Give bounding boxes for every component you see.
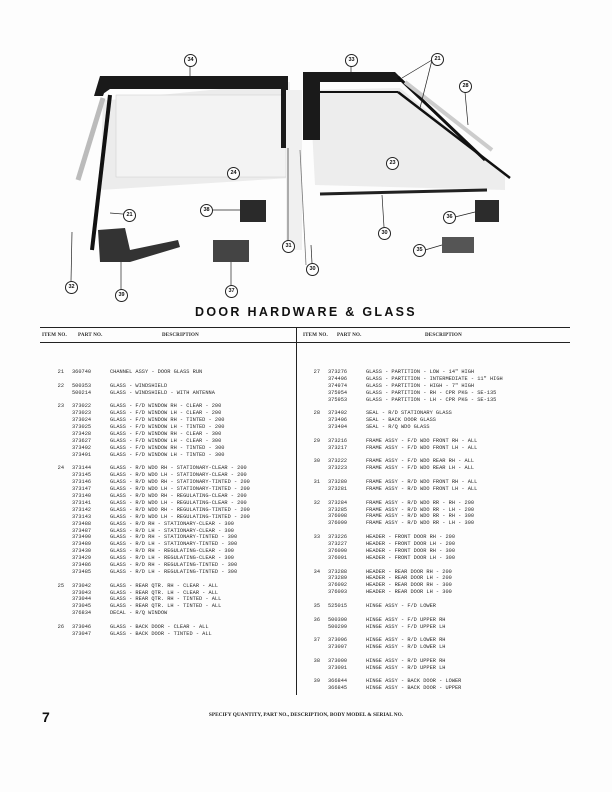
part-description: HINGE ASSY - F/D UPPER LH xyxy=(366,623,446,630)
callout-34: 34 xyxy=(184,54,197,67)
part-description: GLASS - R/D RH - STATIONARY-CLEAR - 300 xyxy=(110,520,234,527)
part-description: GLASS - WINDSHIELD xyxy=(110,382,168,389)
part-number: 373428 xyxy=(72,430,92,437)
part-row xyxy=(44,534,250,541)
callout-21: 21 xyxy=(123,209,136,222)
item-group-26 xyxy=(44,624,250,638)
part-row xyxy=(300,575,503,582)
column-divider xyxy=(296,327,297,695)
part-number: 373142 xyxy=(72,506,92,513)
part-number: 373000 xyxy=(328,657,348,664)
callout-21: 21 xyxy=(431,53,444,66)
item-group-23 xyxy=(44,403,250,458)
left-part-no-header: PART NO. xyxy=(78,333,103,338)
right-part-no-header: PART NO. xyxy=(337,333,362,338)
item-number: 36 xyxy=(313,616,320,623)
part-row xyxy=(44,383,250,390)
part-row xyxy=(300,658,503,665)
part-description: GLASS - F/D WINDOW RH - TINTED - 300 xyxy=(110,444,225,451)
part-description: GLASS - F/D WINDOW LH - TINTED - 200 xyxy=(110,424,225,431)
callout-31: 31 xyxy=(282,240,295,253)
part-number: 376090 xyxy=(328,547,348,554)
item-group-21 xyxy=(44,369,250,376)
part-row xyxy=(300,637,503,644)
part-number: 376834 xyxy=(72,610,92,617)
part-description: SEAL - BACK DOOR GLASS xyxy=(366,417,436,424)
part-description: GLASS - BACK DOOR - TINTED - ALL xyxy=(110,630,212,637)
part-number: 373492 xyxy=(72,444,92,451)
callout-30: 30 xyxy=(378,227,391,240)
item-group-28 xyxy=(300,410,503,431)
part-description: GLASS - R/D LH - STATIONARY-TINTED - 300 xyxy=(110,541,238,548)
callout-36: 36 xyxy=(443,211,456,224)
part-description: GLASS - PARTITION - LOW - 14" HIGH xyxy=(366,369,475,375)
part-row xyxy=(300,397,503,404)
callout-23: 23 xyxy=(386,157,399,170)
part-row xyxy=(44,452,250,459)
item-group-32 xyxy=(300,500,503,528)
item-number: 34 xyxy=(313,568,320,575)
part-number: 500214 xyxy=(72,389,92,396)
item-number: 27 xyxy=(313,369,320,375)
callout-37: 37 xyxy=(225,285,238,298)
part-description: GLASS - R/D LH - REGULATING-CLEAR - 300 xyxy=(110,555,234,562)
part-number: 373141 xyxy=(72,499,92,506)
part-description: FRAME ASSY - F/D WDO REAR LH - ALL xyxy=(366,465,475,472)
part-row xyxy=(300,555,503,562)
part-row xyxy=(300,500,503,507)
right-description-header: DESCRIPTION xyxy=(425,333,462,338)
part-description: FRAME ASSY - R/D WDO RR - LH - 300 xyxy=(366,520,475,527)
item-group-24 xyxy=(44,465,250,576)
header-rule-bottom xyxy=(40,342,570,343)
part-row xyxy=(44,569,250,576)
left-description-header: DESCRIPTION xyxy=(162,333,199,338)
part-number: 366844 xyxy=(328,678,348,685)
part-number: 373281 xyxy=(328,485,348,492)
part-row xyxy=(300,678,503,685)
part-row xyxy=(300,445,503,452)
part-row xyxy=(300,685,503,692)
part-number: 373140 xyxy=(72,492,92,499)
item-number: 35 xyxy=(313,602,320,609)
part-description: GLASS - R/D WDO LH - REGULATING-TINTED - 200 xyxy=(110,513,250,520)
part-number: 375954 xyxy=(328,389,348,396)
part-number: 500299 xyxy=(328,623,348,630)
part-description: GLASS - R/D WDO LH - STATIONARY-TINTED - 200 xyxy=(110,486,250,493)
part-description: HEADER - FRONT DOOR RH - 300 xyxy=(366,547,456,554)
part-number: 373217 xyxy=(328,444,348,451)
part-description: SEAL - R/D STATIONARY GLASS xyxy=(366,410,452,417)
part-row xyxy=(44,521,250,528)
part-description: HINGE ASSY - BACK DOOR - UPPER xyxy=(366,685,462,692)
part-row xyxy=(44,438,250,445)
part-description: SEAL - R/Q WDO GLASS xyxy=(366,424,430,431)
part-number: 373042 xyxy=(72,582,92,589)
item-group-25 xyxy=(44,583,250,618)
part-row xyxy=(300,582,503,589)
part-row xyxy=(300,624,503,631)
part-number: 373001 xyxy=(328,664,348,671)
part-number: 373284 xyxy=(328,499,348,506)
part-number: 373486 xyxy=(72,562,92,569)
part-number: 373402 xyxy=(328,410,348,417)
item-group-39 xyxy=(300,678,503,692)
part-description: GLASS - WINDSHIELD - WITH ANTENNA xyxy=(110,389,215,396)
part-number: 373280 xyxy=(328,479,348,486)
part-description: HEADER - REAR DOOR LH - 300 xyxy=(366,589,452,596)
part-row xyxy=(44,610,250,617)
part-number: 373490 xyxy=(72,534,92,541)
callout-35: 35 xyxy=(413,244,426,257)
part-row xyxy=(300,644,503,651)
item-number: 26 xyxy=(57,623,64,630)
part-row xyxy=(300,603,503,610)
part-description: HEADER - REAR DOOR RH - 300 xyxy=(366,582,452,589)
part-description: GLASS - R/D LH - REGULATING-TINTED - 300 xyxy=(110,568,238,575)
part-description: HINGE ASSY - R/D LOWER LH xyxy=(366,644,446,651)
right-parts-list xyxy=(300,369,503,699)
left-parts-list xyxy=(44,369,250,645)
part-description: FRAME ASSY - F/D WDO REAR RH - ALL xyxy=(366,458,475,465)
part-description: GLASS - REAR QTR. RH - TINTED - ALL xyxy=(110,596,222,603)
part-description: GLASS - R/D WDO LH - REGULATING-CLEAR - 200 xyxy=(110,499,247,506)
item-group-37 xyxy=(300,637,503,651)
part-description: HINGE ASSY - BACK DOOR - LOWER xyxy=(366,678,462,685)
part-row xyxy=(44,583,250,590)
part-description: GLASS - REAR QTR. LH - TINTED - ALL xyxy=(110,603,222,610)
part-description: HINGE ASSY - F/D LOWER xyxy=(366,602,436,609)
part-number: 373488 xyxy=(72,520,92,527)
part-row xyxy=(300,479,503,486)
part-description: GLASS - F/D WINDOW LH - TINTED - 300 xyxy=(110,451,225,458)
part-number: 373147 xyxy=(72,486,92,493)
part-row xyxy=(44,465,250,472)
part-description: GLASS - R/D WDO RH - REGULATING-TINTED - 200 xyxy=(110,506,250,513)
item-number: 23 xyxy=(57,403,64,410)
part-number: 375953 xyxy=(328,396,348,403)
right-item-no-header: ITEM NO. xyxy=(303,333,328,338)
part-number: 373430 xyxy=(72,548,92,555)
part-row xyxy=(44,369,250,376)
part-description: HEADER - FRONT DOOR LH - 200 xyxy=(366,541,456,547)
part-description: FRAME ASSY - F/D WDO FRONT RH - ALL xyxy=(366,437,478,444)
part-description: GLASS - F/D WINDOW RH - TINTED - 200 xyxy=(110,417,225,424)
part-description: HINGE ASSY - R/D LOWER RH xyxy=(366,637,446,644)
part-number: 373047 xyxy=(72,630,92,637)
item-group-31 xyxy=(300,479,503,493)
exploded-parts-diagram xyxy=(0,0,612,300)
part-description: HINGE ASSY - F/D UPPER RH xyxy=(366,616,446,623)
part-row xyxy=(44,486,250,493)
item-group-38 xyxy=(300,658,503,672)
part-row xyxy=(300,390,503,397)
callout-39: 39 xyxy=(115,289,128,302)
left-item-no-header: ITEM NO. xyxy=(42,333,67,338)
part-number: 373144 xyxy=(72,465,92,472)
part-row xyxy=(44,514,250,521)
part-number: 360740 xyxy=(72,369,92,375)
part-description: GLASS - F/D WINDOW LH - CLEAR - 300 xyxy=(110,437,222,444)
page-title: DOOR HARDWARE & GLASS xyxy=(195,305,417,319)
part-number: 373007 xyxy=(328,644,348,651)
header-rule-top xyxy=(40,327,570,328)
part-row xyxy=(44,431,250,438)
part-description: FRAME ASSY - R/D WDO FRONT RH - ALL xyxy=(366,479,478,486)
callout-30: 30 xyxy=(306,263,319,276)
part-description: FRAME ASSY - R/D WDO RR - RH - 200 xyxy=(366,499,475,506)
part-number: 373404 xyxy=(328,424,348,431)
part-number: 500300 xyxy=(328,616,348,623)
item-number: 32 xyxy=(313,499,320,506)
callout-24: 24 xyxy=(227,167,240,180)
part-description: GLASS - PARTITION - HIGH - 7" HIGH xyxy=(366,382,475,389)
page-number: 7 xyxy=(42,709,50,725)
part-number: 374496 xyxy=(328,375,348,382)
part-number: 373491 xyxy=(72,451,92,458)
item-number: 31 xyxy=(313,479,320,486)
part-number: 500353 xyxy=(72,382,92,389)
part-number: 373489 xyxy=(72,541,92,548)
part-row xyxy=(44,596,250,603)
part-description: GLASS - R/D LH - STATIONARY-CLEAR - 300 xyxy=(110,527,234,534)
part-row xyxy=(44,555,250,562)
part-description: HEADER - REAR DOOR LH - 200 xyxy=(366,575,452,582)
part-number: 373226 xyxy=(328,534,348,541)
item-number: 29 xyxy=(313,437,320,444)
part-row xyxy=(300,665,503,672)
part-number: 373216 xyxy=(328,437,348,444)
part-description: GLASS - PARTITION - LH - CPR PKG - SE-135 xyxy=(366,396,497,403)
item-group-30 xyxy=(300,458,503,472)
part-description: GLASS - PARTITION - RH - CPR PKG - SE-135 xyxy=(366,389,497,396)
callout-33: 33 xyxy=(345,54,358,67)
part-row xyxy=(300,548,503,555)
part-number: 376098 xyxy=(328,513,348,520)
part-row xyxy=(300,486,503,493)
item-number: 33 xyxy=(313,534,320,541)
part-row xyxy=(300,617,503,624)
part-description: GLASS - BACK DOOR - CLEAR - ALL xyxy=(110,623,209,630)
item-group-35 xyxy=(300,603,503,610)
part-number: 373285 xyxy=(328,506,348,513)
part-row xyxy=(300,410,503,417)
part-number: 376093 xyxy=(328,589,348,596)
part-row xyxy=(44,631,250,638)
part-row xyxy=(44,562,250,569)
part-row xyxy=(44,390,250,397)
part-number: 373223 xyxy=(328,465,348,472)
part-description: GLASS - R/D WDO RH - REGULATING-CLEAR - 200 xyxy=(110,492,247,499)
footer-instruction: SPECIFY QUANTITY, PART NO., DESCRIPTION, BODY MODEL & SERIAL NO. xyxy=(208,712,404,718)
part-row xyxy=(44,590,250,597)
part-description: DECAL - R/Q WINDOW xyxy=(110,610,168,617)
part-number: 373143 xyxy=(72,513,92,520)
part-number: 373025 xyxy=(72,424,92,431)
item-group-34 xyxy=(300,569,503,597)
part-description: FRAME ASSY - R/D WDO RR - LH - 200 xyxy=(366,506,475,513)
part-row xyxy=(44,541,250,548)
part-row xyxy=(44,403,250,410)
part-number: 373024 xyxy=(72,417,92,424)
part-number: 373146 xyxy=(72,479,92,486)
part-description: FRAME ASSY - F/D WDO FRONT LH - ALL xyxy=(366,444,478,451)
part-row xyxy=(44,528,250,535)
item-group-29 xyxy=(300,438,503,452)
part-row xyxy=(44,624,250,631)
part-description: GLASS - R/D RH - REGULATING-CLEAR - 300 xyxy=(110,548,234,555)
item-number: 38 xyxy=(313,657,320,664)
part-row xyxy=(300,383,503,390)
item-group-22 xyxy=(44,383,250,397)
part-row xyxy=(44,424,250,431)
callout-32: 32 xyxy=(65,281,78,294)
item-number: 21 xyxy=(57,369,64,375)
part-number: 374974 xyxy=(328,382,348,389)
part-number: 373222 xyxy=(328,458,348,465)
item-group-36 xyxy=(300,617,503,631)
part-number: 373627 xyxy=(72,437,92,444)
part-description: HINGE ASSY - R/D UPPER RH xyxy=(366,657,446,664)
part-number: 373276 xyxy=(328,369,348,375)
item-number: 25 xyxy=(57,582,64,589)
part-row xyxy=(44,500,250,507)
part-row xyxy=(44,410,250,417)
part-row xyxy=(44,472,250,479)
part-number: 373046 xyxy=(72,623,92,630)
part-row xyxy=(300,458,503,465)
part-row xyxy=(300,369,503,376)
part-number: 373045 xyxy=(72,603,92,610)
part-description: HINGE ASSY - R/D UPPER LH xyxy=(366,664,446,671)
part-row xyxy=(44,479,250,486)
part-number: 373043 xyxy=(72,589,92,596)
part-number: 525015 xyxy=(328,602,348,609)
part-description: FRAME ASSY - R/D WDO RR - RH - 300 xyxy=(366,513,475,520)
item-number: 22 xyxy=(57,382,64,389)
item-number: 39 xyxy=(313,678,320,685)
part-description: GLASS - R/D WDO RH - STATIONARY-TINTED - 200 xyxy=(110,479,250,486)
part-description: HEADER - FRONT DOOR RH - 200 xyxy=(366,534,456,541)
part-row xyxy=(300,417,503,424)
part-number: 373227 xyxy=(328,541,348,547)
item-number: 28 xyxy=(313,410,320,417)
part-number: 373288 xyxy=(328,568,348,575)
part-number: 376091 xyxy=(328,554,348,561)
callout-28: 28 xyxy=(459,80,472,93)
part-description: GLASS - PARTITION - INTERMEDIATE - 11" HIGH xyxy=(366,375,503,382)
part-number: 373289 xyxy=(328,575,348,582)
part-row xyxy=(300,520,503,527)
part-number: 366845 xyxy=(328,685,348,692)
part-number: 373485 xyxy=(72,568,92,575)
part-number: 376092 xyxy=(328,582,348,589)
part-row xyxy=(44,603,250,610)
part-description: GLASS - F/D WINDOW RH - CLEAR - 300 xyxy=(110,430,222,437)
door-glass-illustration xyxy=(0,0,612,300)
callout-38: 38 xyxy=(200,204,213,217)
item-number: 30 xyxy=(313,458,320,465)
part-row xyxy=(300,569,503,576)
part-description: CHANNEL ASSY - DOOR GLASS RUN xyxy=(110,369,203,375)
part-row xyxy=(44,417,250,424)
part-number: 373145 xyxy=(72,472,92,479)
part-row xyxy=(44,445,250,452)
part-description: HEADER - REAR DOOR RH - 200 xyxy=(366,568,452,575)
part-description: FRAME ASSY - R/D WDO FRONT LH - ALL xyxy=(366,485,478,492)
part-row xyxy=(300,513,503,520)
part-row xyxy=(300,589,503,596)
part-description: GLASS - R/D WDO RH - STATIONARY-CLEAR - 200 xyxy=(110,465,247,472)
part-row xyxy=(44,507,250,514)
part-row xyxy=(300,438,503,445)
part-row xyxy=(300,534,503,541)
part-row xyxy=(44,548,250,555)
part-number: 373487 xyxy=(72,527,92,534)
part-row xyxy=(300,465,503,472)
part-number: 373406 xyxy=(328,417,348,424)
part-row xyxy=(300,507,503,514)
part-description: GLASS - F/D WINDOW RH - CLEAR - 200 xyxy=(110,403,222,410)
part-row xyxy=(300,376,503,383)
part-number: 373044 xyxy=(72,596,92,603)
part-row xyxy=(44,493,250,500)
part-description: GLASS - REAR QTR. LH - CLEAR - ALL xyxy=(110,589,219,596)
part-number: 373022 xyxy=(72,403,92,410)
part-number: 376099 xyxy=(328,520,348,527)
part-number: 373006 xyxy=(328,637,348,644)
item-number: 24 xyxy=(57,465,64,472)
item-number: 37 xyxy=(313,637,320,644)
part-description: GLASS - R/D WDO LH - STATIONARY-CLEAR - 200 xyxy=(110,472,247,479)
part-description: GLASS - R/D RH - STATIONARY-TINTED - 300 xyxy=(110,534,238,541)
item-group-27 xyxy=(300,369,503,404)
item-group-33 xyxy=(300,534,503,562)
part-number: 373429 xyxy=(72,555,92,562)
part-description: GLASS - REAR QTR. RH - CLEAR - ALL xyxy=(110,582,219,589)
part-number: 373023 xyxy=(72,410,92,417)
part-description: HEADER - FRONT DOOR LH - 300 xyxy=(366,554,456,561)
part-description: GLASS - R/D RH - REGULATING-TINTED - 300 xyxy=(110,562,238,569)
part-row xyxy=(300,424,503,431)
part-row xyxy=(300,541,503,548)
part-description: GLASS - F/D WINDOW LH - CLEAR - 200 xyxy=(110,410,222,417)
